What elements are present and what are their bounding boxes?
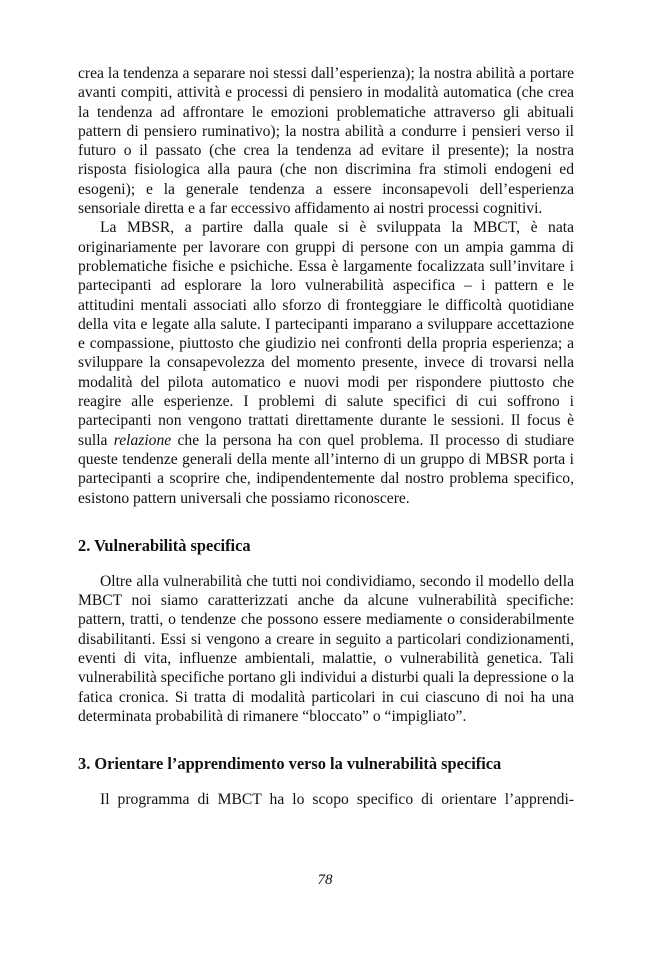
section-heading-2: 2. Vulnerabilità specifica <box>78 535 251 555</box>
spacer <box>78 508 574 536</box>
paragraph-mbsr-part1: La MBSR, a partire dalla quale si è sviluppata la MBCT, è nata originariamente per lavorare con gruppi di persone con un ampia gamma di problematiche fisiche e psichiche. Essa è largamente focalizzata sull’invitare i partecipanti ad esplorare la loro vulnerabilità aspecifica – i pattern e le attitudini mentali associati allo sforzo di fronteggiare le difficoltà quotidiane della vita e legate alla salute. I partecipanti imparano a sviluppare accettazione e compassione, piuttosto che giudizio nei confronti della propria esperienza; a sviluppare la consapevolezza del momento presente, invece di trovarsi nella modalità del pilota automatico e nuovi modi per rispondere piuttosto che reagire alle esperienze. I problemi di salute specifici di cui soffrono i partecipanti non vengono trattati direttamente durante le sessioni. Il focus è sulla <box>78 219 574 449</box>
section-heading-3: 3. Orientare l’apprendimento verso la vulnerabilità specifica <box>78 754 502 774</box>
paragraph-mbct-program: Il programma di MBCT ha lo scopo specifico di orientare l’apprendi- <box>100 791 574 809</box>
paragraph-mbsr-part2: che la persona ha con quel problema. Il processo di studiare queste tendenze generali della mente all’interno di un gruppo di MBSR porta i partecipanti a scoprire che, indipendentemente dal nostro problema specifico, esistono pattern universali che possiamo riconoscere. <box>78 431 575 507</box>
page-number: 78 <box>317 872 333 888</box>
paragraph-continuation: crea la tendenza a separare noi stessi dall’esperienza); la nostra abilità a portare avanti compiti, attività e processi di pensiero in modalità automatica (che crea la tendenza ad affrontare le emozioni problematiche attraverso gli abituali pattern di pensiero ruminativo); la nostra abilità a condurre i pensieri verso il futuro o il passato (che crea la tendenza ad evitare il presente); la nostra risposta fisiologica alla paura (che non discrimina fra stimoli endogeni ed esogeni); e la generale tendenza a essere inconsapevoli dell’esperienza sensoriale diretta e a far eccessivo affidamento ai nostri processi cognitivi. <box>78 65 574 218</box>
paragraph-mbsr <box>78 218 574 507</box>
paragraph-vulnerability: Oltre alla vulnerabilità che tutti noi condividiamo, secondo il modello della MBCT noi siamo caratterizzati anche da alcune vulnerabilità specifiche: pattern, tratti, o tendenze che possono essere mediamente o considerabilmente disabilitanti. Essi si vengono a creare in seguito a particolari condizionamenti, eventi di vita, influenze ambientali, malattie, o vulnerabilità genetica. Tali vulnerabilità specifiche portano gli individui a disturbi quali la depressione o la fatica cronica. Si tratta di modalità particolari in cui ciascuno di noi ha una determinata probabilità di rimanere “bloccato” o “impigliato”. <box>78 572 574 725</box>
page-content <box>78 64 574 810</box>
spacer <box>78 774 574 790</box>
spacer <box>78 726 574 754</box>
spacer <box>78 556 574 572</box>
paragraph-mbsr-emphasis: relazione <box>113 431 172 449</box>
